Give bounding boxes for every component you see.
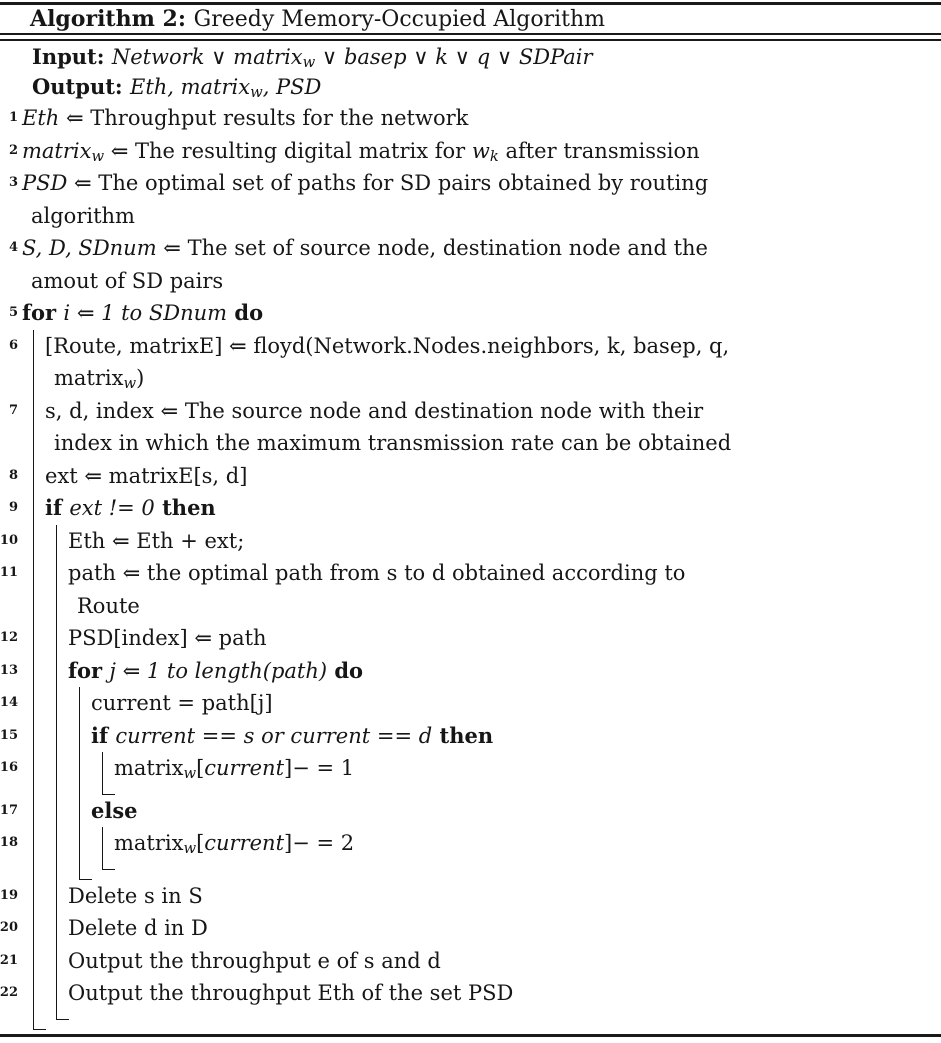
algo-line-6 — [8, 330, 935, 395]
bottom-rule — [0, 1034, 941, 1038]
line-number: 1 — [8, 110, 18, 125]
line-number: 7 — [8, 402, 18, 418]
algorithm-body — [0, 41, 941, 1030]
algo-line-21 — [0, 945, 935, 978]
statement-text: path ⇐ the optimal path from s to d obtained according to Route — [68, 561, 686, 618]
algo-line-16 — [0, 752, 935, 785]
algo-line-2 — [8, 135, 935, 168]
statement-text: for j ⇐ 1 to length(path) do — [68, 657, 364, 683]
input-spec — [22, 42, 935, 72]
line-number: 9 — [8, 500, 18, 515]
line-number: 11 — [0, 565, 18, 580]
block-end-hook — [102, 785, 115, 795]
if-ext-block — [0, 525, 935, 1020]
statement-text: [Route, matrixE] ⇐ floyd(Network.Nodes.neighbors, k, basep, q, matrix$_w$) — [45, 333, 730, 393]
line-number: 10 — [0, 532, 18, 548]
algo-line-17 — [0, 795, 935, 828]
line-number: 6 — [8, 337, 18, 353]
statement-text: ext ⇐ matrixE[s, d] — [45, 463, 248, 488]
statement-text: s, d, index ⇐ The source node and destination node with their index in which the maximum transmission rate can be obtained — [45, 398, 732, 455]
output-spec — [22, 72, 935, 102]
line-number: 22 — [0, 985, 18, 1000]
statement-text: matrix$_w$[current]− = 2 — [114, 831, 355, 858]
algo-line-19 — [0, 880, 935, 913]
block-end-hook — [79, 870, 92, 880]
statement-text: else — [91, 797, 138, 823]
input-text: Input: Network ∨ matrix$_w$ ∨ basep ∨ k ∨ q ∨ SDPair — [32, 44, 593, 72]
algo-line-1 — [8, 102, 935, 135]
statement-text: Eth ⇐ Throughput results for the network — [22, 106, 469, 130]
statement-text: S, D, SDnum ⇐ The set of source node, destination node and the amout of SD pairs — [22, 236, 708, 293]
statement-text: current = path[j] — [91, 691, 273, 715]
algo-line-12 — [0, 622, 935, 655]
algo-line-11 — [0, 557, 935, 622]
line-number: 17 — [0, 802, 18, 818]
algo-line-14 — [0, 687, 935, 720]
algo-line-20 — [0, 912, 935, 945]
statement-text: for i ⇐ 1 to SDnum do — [22, 300, 264, 325]
statement-text: Delete s in S — [68, 883, 203, 908]
algorithm-header — [0, 5, 941, 33]
line-number: 20 — [0, 920, 18, 935]
line-number: 5 — [8, 305, 18, 320]
algo-line-4 — [8, 232, 935, 297]
algo-line-13 — [0, 655, 935, 688]
for-j-block — [0, 687, 935, 880]
block-end-hook — [56, 1010, 69, 1020]
line-number: 14 — [0, 695, 18, 710]
algo-line-7 — [8, 395, 935, 460]
line-number: 12 — [0, 630, 18, 645]
algo-line-18 — [0, 827, 935, 860]
algo-line-8 — [8, 460, 935, 493]
algo-line-9 — [8, 492, 935, 525]
statement-text: PSD[index] ⇐ path — [68, 626, 267, 650]
line-number: 8 — [8, 467, 18, 483]
line-number: 21 — [0, 952, 18, 968]
line-number: 3 — [8, 175, 18, 190]
for-i-block — [0, 330, 935, 1030]
algo-line-22 — [0, 977, 935, 1010]
output-text: Output: Eth, matrix$_w$, PSD — [32, 74, 322, 102]
line-number: 2 — [8, 142, 18, 158]
algorithm-title: Algorithm 2: Greedy Memory-Occupied Algorithm — [30, 6, 606, 32]
line-number: 15 — [0, 727, 18, 743]
statement-text: Delete d in D — [68, 916, 208, 940]
algo-line-10 — [0, 525, 935, 558]
statement-text: Eth ⇐ Eth + ext; — [68, 528, 245, 553]
header-rule — [0, 33, 941, 41]
block-end-hook — [33, 1020, 46, 1030]
algo-line-3 — [8, 167, 935, 232]
statement-text: Output the throughput e of s and d — [68, 948, 441, 973]
line-number: 13 — [0, 662, 18, 678]
statement-text: PSD ⇐ The optimal set of paths for SD pairs obtained by routing algorithm — [22, 171, 709, 228]
statement-text: matrix$_w$ ⇐ The resulting digital matrix for $w_k$ after transmission — [22, 138, 700, 165]
algo-line-15 — [0, 720, 935, 753]
else-block — [0, 827, 935, 870]
line-number: 18 — [0, 835, 18, 850]
statement-text: Output the throughput Eth of the set PSD — [68, 981, 514, 1005]
line-number: 16 — [0, 760, 18, 775]
line-number: 19 — [0, 887, 18, 903]
block-end-hook — [102, 860, 115, 870]
line-number: 4 — [8, 240, 18, 255]
statement-text: if ext != 0 then — [45, 495, 216, 520]
if-current-block — [0, 752, 935, 795]
statement-text: matrix$_w$[current]− = 1 — [114, 756, 355, 783]
statement-text: if current == s or current == d then — [91, 722, 494, 748]
algo-line-5 — [8, 297, 935, 330]
